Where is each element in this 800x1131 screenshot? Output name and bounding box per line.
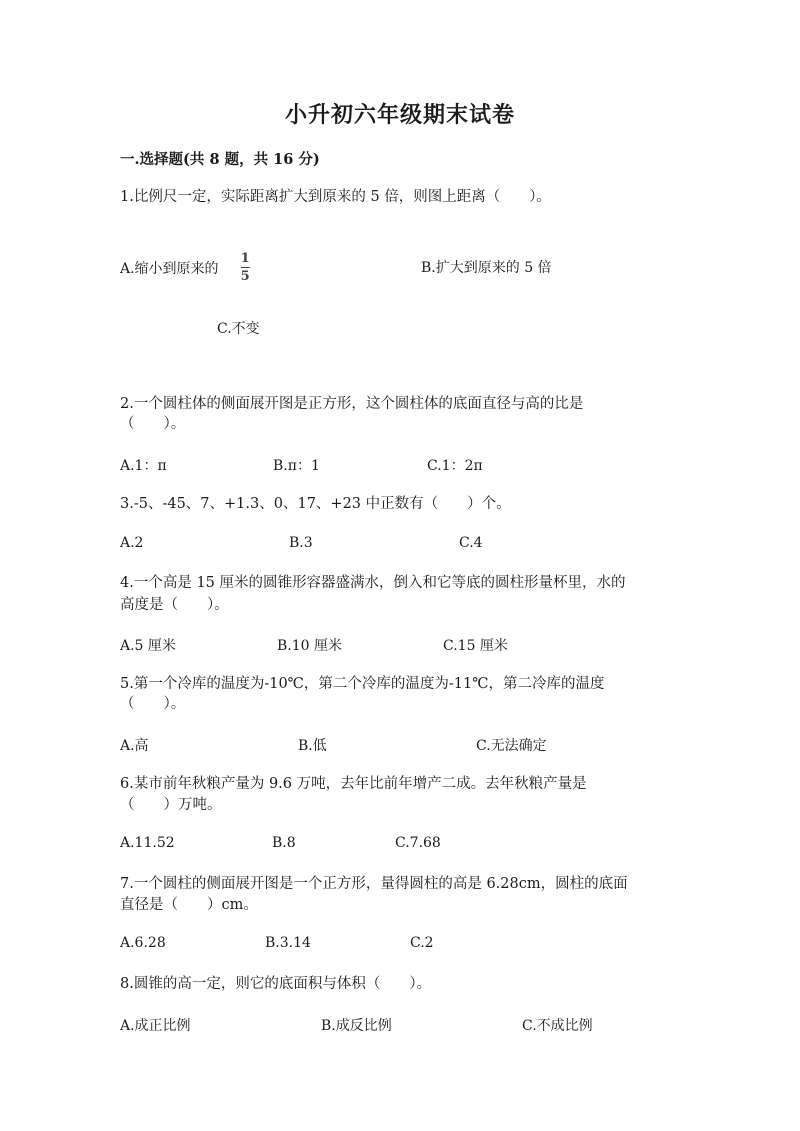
question-4-option-a: A.5 厘米 — [120, 638, 176, 654]
question-3-option-a: A.2 — [120, 535, 144, 551]
question-6-text-line-2: （ ）万吨。 — [120, 797, 222, 813]
fraction-bar — [241, 267, 250, 268]
fraction-denominator: 5 — [240, 269, 250, 284]
question-1-option-a — [120, 252, 250, 283]
question-1-option-c: C.不变 — [217, 321, 260, 337]
question-3-option-b: B.3 — [289, 535, 313, 551]
option-a-label: A.缩小到原来的 — [120, 260, 219, 277]
question-2-option-a: A.1：π — [120, 458, 167, 474]
page-title: 小升初六年级期末试卷 — [284, 102, 515, 128]
question-2-option-c: C.1：2π — [427, 458, 483, 474]
question-4-text-line-2: 高度是（ ）。 — [120, 597, 229, 613]
fraction-numerator: 1 — [240, 251, 250, 266]
question-4-option-c: C.15 厘米 — [443, 638, 508, 654]
question-3-text: 3.-5、-45、7、+1.3、0、17、+23 中正数有（ ）个。 — [120, 496, 511, 512]
question-5-option-b: B.低 — [298, 738, 327, 754]
question-4-text-line-1: 4.一个高是 15 厘米的圆锥形容器盛满水，倒入和它等底的圆柱形量杯里，水的 — [120, 575, 626, 591]
question-8-option-b: B.成反比例 — [321, 1018, 392, 1034]
question-8-option-a: A.成正比例 — [120, 1018, 191, 1034]
question-3-option-c: C.4 — [459, 535, 483, 551]
fraction-one-fifth — [241, 252, 250, 283]
question-6-option-c: C.7.68 — [395, 835, 441, 851]
question-7-text-line-2: 直径是（ ）cm。 — [120, 897, 258, 913]
question-2-text-line-1: 2.一个圆柱体的侧面展开图是正方形，这个圆柱体的底面直径与高的比是 — [120, 396, 584, 412]
question-7-text-line-1: 7.一个圆柱的侧面展开图是一个正方形，量得圆柱的高是 6.28cm，圆柱的底面 — [120, 876, 628, 892]
question-5-text-line-2: （ ）。 — [120, 696, 186, 712]
question-7-option-a: A.6.28 — [120, 935, 166, 951]
question-6-option-a: A.11.52 — [120, 835, 175, 851]
question-5-text-line-1: 5.第一个冷库的温度为-10℃，第二个冷库的温度为-11℃，第二冷库的温度 — [120, 676, 605, 692]
question-2-text-line-2: （ ）。 — [120, 416, 186, 432]
question-7-option-c: C.2 — [410, 935, 434, 951]
question-2-option-b: B.π：1 — [273, 458, 320, 474]
question-6-text-line-1: 6.某市前年秋粮产量为 9.6 万吨，去年比前年增产二成。去年秋粮产量是 — [120, 776, 587, 792]
question-6-option-b: B.8 — [272, 835, 296, 851]
question-5-option-a: A.高 — [120, 738, 149, 754]
question-1-option-b: B.扩大到原来的 5 倍 — [421, 260, 552, 276]
question-8-text: 8.圆锥的高一定，则它的底面积与体积（ ）。 — [120, 976, 432, 992]
question-8-option-c: C.不成比例 — [522, 1018, 593, 1034]
section-heading: 一.选择题(共 8 题，共 16 分) — [120, 151, 320, 168]
question-1-text: 1.比例尺一定，实际距离扩大到原来的 5 倍，则图上距离（ ）。 — [120, 189, 552, 205]
question-7-option-b: B.3.14 — [265, 935, 311, 951]
question-4-option-b: B.10 厘米 — [277, 638, 343, 654]
question-5-option-c: C.无法确定 — [476, 738, 547, 754]
